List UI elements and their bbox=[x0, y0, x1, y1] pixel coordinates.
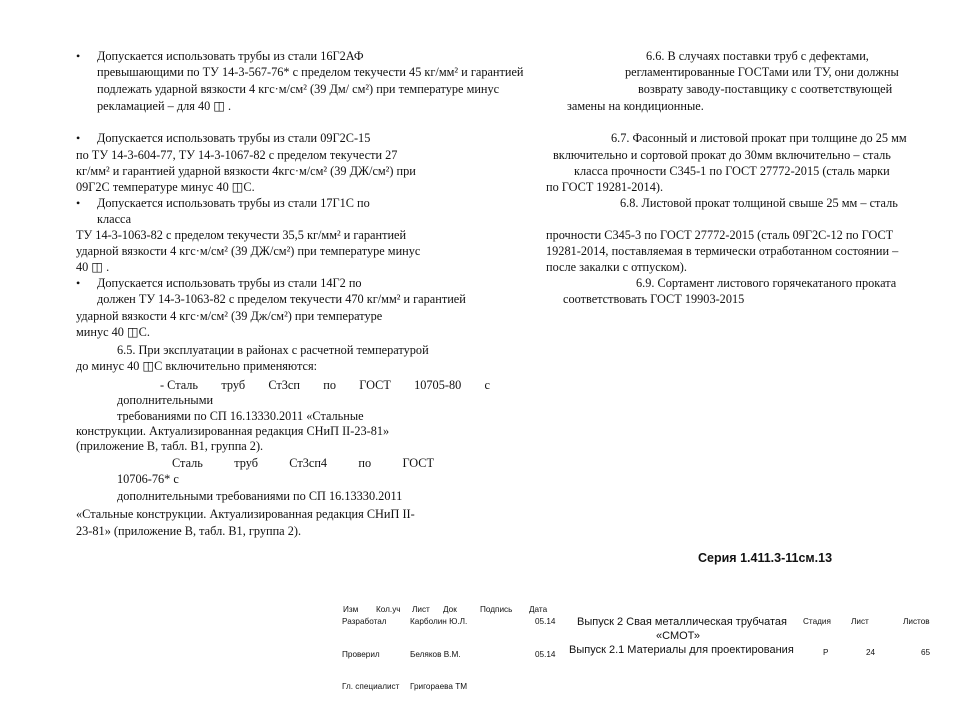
stamp-col-sheets: Листов bbox=[903, 617, 930, 626]
b3-line-2: класса bbox=[97, 212, 132, 226]
steel-1-line bbox=[160, 377, 490, 393]
word: Ст3сп4 bbox=[289, 456, 328, 470]
word: труб bbox=[221, 378, 246, 392]
stamp-col-stage: Стадия bbox=[803, 617, 831, 626]
b4-line-3: ударной вязкости 4 кгс·м/см² (39 Дж/см²) при температуре bbox=[76, 309, 383, 323]
p69-line-1: 6.9. Сортамент листового горячекатаного проката bbox=[636, 276, 897, 290]
stamp-name-chief: Григораева ТМ bbox=[410, 682, 468, 691]
steel-2-line-2: 10706-76* с bbox=[117, 472, 179, 486]
b1-line-2: превышающими по ТУ 14-3-567-76* с пределом текучести 45 кг/мм² и гарантией bbox=[97, 65, 524, 79]
steel-1-line-5: (приложение В, табл. В1, группа 2). bbox=[76, 439, 264, 453]
bullet-marker: • bbox=[76, 131, 81, 145]
p68-line-1: 6.8. Листовой прокат толщиной свыше 25 мм – сталь bbox=[620, 196, 898, 210]
word: ГОСТ bbox=[402, 456, 434, 470]
b3-line-3: ТУ 14-3-1063-82 с пределом текучести 35,5 кг/мм² и гарантией bbox=[76, 228, 407, 242]
b3-line-4: ударной вязкости 4 кгс·м/см² (39 ДЖ/см²) при температуре минус bbox=[76, 244, 421, 258]
p66-line-4: замены на кондиционные. bbox=[567, 99, 704, 113]
p67-line-2: включительно и сортовой прокат до 30мм включительно – сталь bbox=[553, 148, 891, 162]
stamp-name-checker: Беляков В.М. bbox=[410, 650, 461, 659]
word: 10705-80 bbox=[414, 378, 462, 392]
word: по bbox=[323, 378, 336, 392]
bullet-marker: • bbox=[76, 196, 81, 210]
stamp-role-developed: Разработал bbox=[342, 617, 387, 626]
b2-line-1: Допускается использовать трубы из стали 09Г2С-15 bbox=[97, 131, 371, 145]
p66-line-1: 6.6. В случаях поставки труб с дефектами, bbox=[646, 49, 869, 63]
p68-line-4: после закалки с отпуском). bbox=[546, 260, 687, 274]
b1-line-1: Допускается использовать трубы из стали 16Г2АФ bbox=[97, 49, 364, 63]
p68-line-2: прочности С345-3 по ГОСТ 27772-2015 (сталь 09Г2С-12 по ГОСТ bbox=[546, 228, 894, 242]
p67-line-1: 6.7. Фасонный и листовой прокат при толщине до 25 мм bbox=[611, 131, 907, 145]
stamp-title-line-3: Выпуск 2.1 Материалы для проектирования bbox=[569, 644, 794, 656]
series-label: Серия 1.411.3-11см.13 bbox=[698, 551, 833, 565]
stamp-header-izm: Изм bbox=[343, 605, 359, 614]
steel-1-line-3: требованиями по СП 16.13330.2011 «Стальные bbox=[117, 409, 364, 423]
b3-line-1: Допускается использовать трубы из стали 17Г1С по bbox=[97, 196, 370, 210]
word: Сталь bbox=[172, 456, 203, 470]
p69-line-2: соответствовать ГОСТ 19903-2015 bbox=[563, 292, 745, 306]
p66-line-3: возврату заводу-поставщику с соответствующей bbox=[638, 82, 893, 96]
stamp-date-checked: 05.14 bbox=[535, 650, 556, 659]
p67-line-4: по ГОСТ 19281-2014). bbox=[546, 180, 664, 194]
stamp-header-list: Лист bbox=[412, 605, 430, 614]
word: ГОСТ bbox=[359, 378, 391, 392]
stamp-sheets-value: 65 bbox=[921, 648, 931, 657]
b4-line-1: Допускается использовать трубы из стали 14Г2 по bbox=[97, 276, 362, 290]
p68-line-3: 19281-2014, поставляемая в термически отработанном состоянии – bbox=[546, 244, 899, 258]
b4-line-4: минус 40 ◫С. bbox=[76, 325, 150, 339]
word: по bbox=[358, 456, 372, 470]
stamp-stage-value: Р bbox=[823, 648, 829, 657]
b3-line-5: 40 ◫ . bbox=[76, 260, 110, 274]
stamp-header-koluch: Кол.уч bbox=[376, 605, 401, 614]
b1-line-4: рекламацией – для 40 ◫ . bbox=[97, 99, 232, 113]
b2-line-4: 09Г2С температуре минус 40 ◫С. bbox=[76, 180, 255, 194]
steel-1-line-4: конструкции. Актуализированная редакция СНиП II-23-81» bbox=[76, 424, 390, 438]
word: Ст3сп bbox=[268, 378, 300, 392]
word: труб bbox=[234, 456, 258, 470]
bullet-marker: • bbox=[76, 276, 81, 290]
steel-2-line-5: 23-81» (приложение В, табл. В1, группа 2). bbox=[76, 524, 302, 538]
p65-line-2: до минус 40 ◫С включительно применяются: bbox=[76, 359, 318, 373]
steel-2-line bbox=[172, 455, 434, 471]
word: с bbox=[484, 378, 490, 392]
bullet-marker: • bbox=[76, 49, 81, 63]
stamp-title-line-1: Выпуск 2 Свая металлическая трубчатая bbox=[577, 616, 787, 628]
b2-line-3: кг/мм² и гарантией ударной вязкости 4кгс·м/см² (39 ДЖ/см²) при bbox=[76, 164, 416, 178]
stamp-date-developed: 05.14 bbox=[535, 617, 556, 626]
stamp-header-podpis: Подпись bbox=[480, 605, 513, 614]
steel-1-line-2: дополнительными bbox=[117, 393, 214, 407]
steel-2-line-4: «Стальные конструкции. Актуализированная редакция СНиП II- bbox=[76, 507, 415, 521]
stamp-role-chief: Гл. специалист bbox=[342, 682, 400, 691]
stamp-header-data: Дата bbox=[529, 605, 548, 614]
stamp-header-dok: Док bbox=[443, 605, 457, 614]
stamp-role-checked: Проверил bbox=[342, 650, 380, 659]
steel-2-line-3: дополнительными требованиями по СП 16.13330.2011 bbox=[117, 489, 403, 503]
p66-line-2: регламентированные ГОСТами или ТУ, они должны bbox=[625, 65, 899, 79]
stamp-name-developer: Карболин Ю.Л. bbox=[410, 617, 468, 626]
b4-line-2: должен ТУ 14-3-1063-82 с пределом текучести 470 кг/мм² и гарантией bbox=[97, 292, 466, 306]
word: - Сталь bbox=[160, 378, 199, 392]
b1-line-3: подлежать ударной вязкости 4 кгс·м/см² (39 Дм/ см²) при температуре минус bbox=[97, 82, 500, 96]
p67-line-3: класса прочности С345-1 по ГОСТ 27772-2015 (сталь марки bbox=[574, 164, 890, 178]
p65-line-1: 6.5. При эксплуатации в районах с расчетной температурой bbox=[117, 343, 429, 357]
b2-line-2: по ТУ 14-3-604-77, ТУ 14-3-1067-82 с пределом текучести 27 bbox=[76, 148, 398, 162]
stamp-sheet-value: 24 bbox=[866, 648, 876, 657]
stamp-col-sheet: Лист bbox=[851, 617, 869, 626]
stamp-title-line-2: «СМОТ» bbox=[656, 630, 701, 642]
